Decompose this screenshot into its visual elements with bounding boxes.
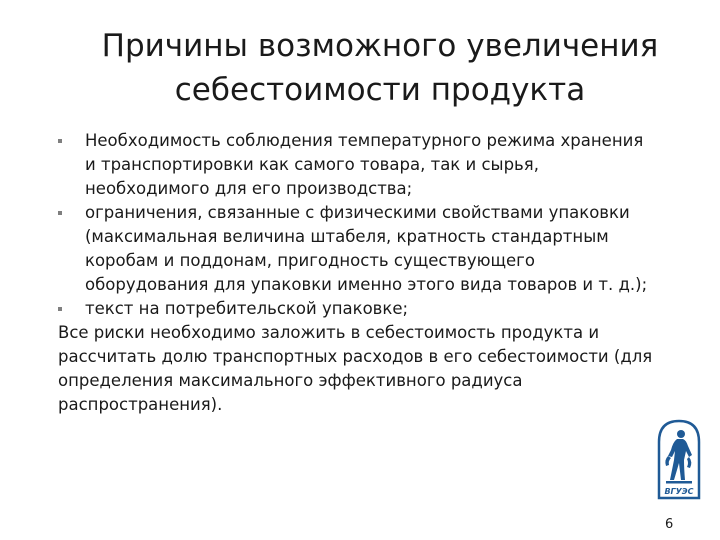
bullet-text: текст на потребительской упаковке; — [85, 299, 409, 318]
slide-title — [80, 24, 680, 112]
title-line-1: Причины возможного увеличения — [101, 28, 659, 64]
bullet-item — [58, 129, 658, 201]
bullet-text: Необходимость соблюдения температурного режима хранения и транспортировки как самого товара, так и сырья, необходимого для его производства; — [85, 131, 644, 198]
logo-text: ВГУЭС — [664, 487, 694, 496]
bullet-marker — [58, 139, 62, 143]
bullet-item — [58, 297, 658, 321]
title-line-2: себестоимости продукта — [174, 72, 586, 108]
bullet-marker — [58, 211, 62, 215]
bullet-marker — [58, 307, 62, 311]
bullet-item — [58, 201, 658, 297]
page-number: 6 — [665, 517, 674, 532]
conclusion-paragraph: Все риски необходимо заложить в себестоимость продукта и рассчитать долю транспортных расходов в его себестоимости (для определения максимального эффективного радиуса распространения). — [58, 323, 653, 414]
university-emblem-icon — [656, 418, 702, 500]
bullet-text: ограничения, связанные с физическими свойствами упаковки (максимальная величина штабеля, кратность стандартным коробам и поддонам, пригодность существующего оборудования для упаковки именно этого вида товаров и т. д.); — [85, 203, 648, 294]
bullet-list — [58, 129, 658, 321]
slide-body — [58, 129, 658, 417]
